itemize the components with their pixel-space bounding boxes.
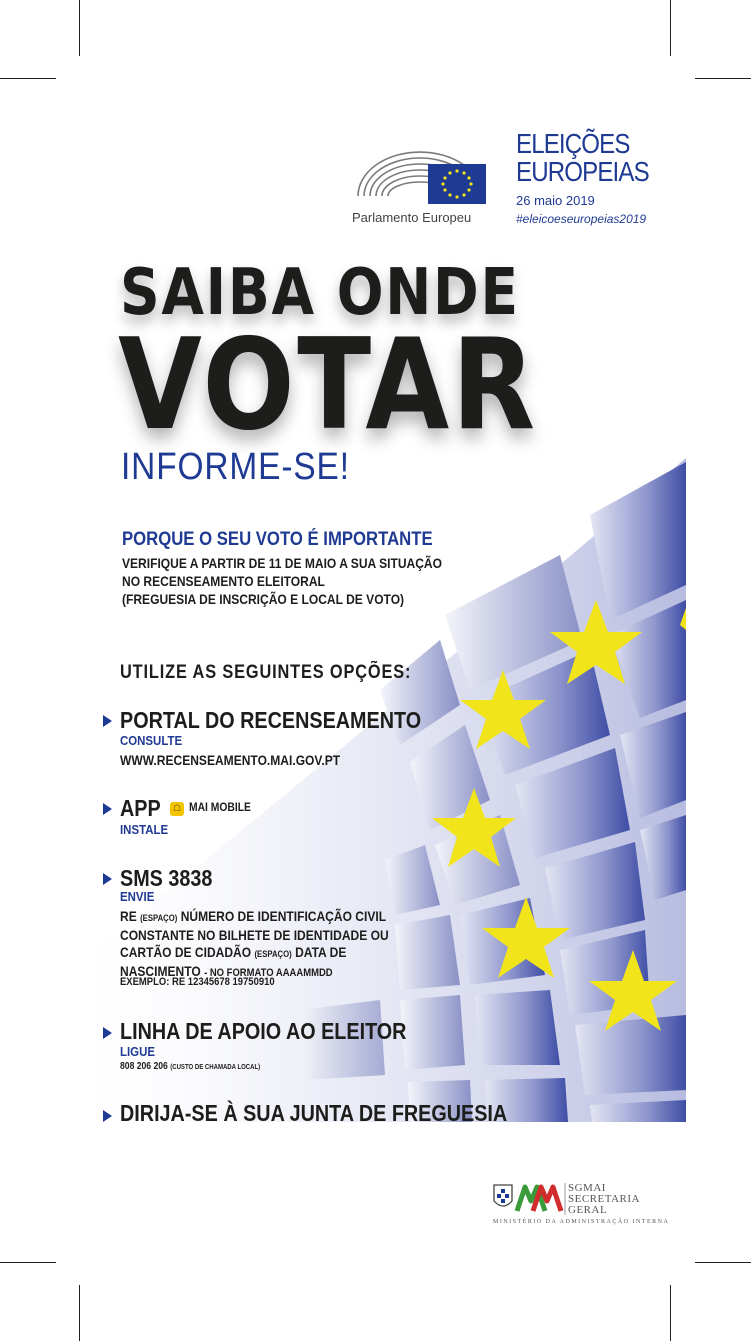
election-date: 26 maio 2019 <box>516 193 595 208</box>
election-title-line1: ELEIÇÕES <box>516 128 630 159</box>
sms-line1: NÚMERO DE IDENTIFICAÇÃO CIVIL <box>180 908 387 924</box>
option-junta-title: DIRIJA-SE À SUA JUNTA DE FREGUESIA <box>120 1100 508 1126</box>
sgmai-text <box>568 1183 640 1216</box>
linha-cost-note: (CUSTO DE CHAMADA LOCAL) <box>170 1064 261 1071</box>
ministry-label: MINISTÉRIO DA ADMINISTRAÇÃO INTERNA <box>493 1219 670 1225</box>
intro-title: PORQUE O SEU VOTO É IMPORTANTE <box>122 529 433 550</box>
option-app-action: INSTALE <box>120 822 169 837</box>
option-app-title: APP <box>120 795 161 821</box>
options-heading: UTILIZE AS SEGUINTES OPÇÕES: <box>120 662 412 683</box>
option-sms-title: SMS 3838 <box>120 865 213 891</box>
sms-line4a: NASCIMENTO <box>120 963 201 979</box>
arrow-right-icon <box>103 715 112 727</box>
arrow-right-icon <box>103 1110 112 1122</box>
linha-phone-number[interactable]: 808 206 206 <box>120 1061 168 1072</box>
option-linha-action: LIGUE <box>120 1044 155 1059</box>
option-portal-url[interactable]: WWW.RECENSEAMENTO.MAI.GOV.PT <box>120 752 341 768</box>
headline-saiba-onde: SAIBA ONDE <box>120 256 520 330</box>
arrow-right-icon <box>103 873 112 885</box>
intro-line2: NO RECENSEAMENTO ELEITORAL <box>122 573 325 589</box>
option-linha-number <box>120 1061 260 1072</box>
option-sms-example: EXEMPLO: RE 12345678 19750910 <box>120 976 275 988</box>
arrow-right-icon <box>103 1027 112 1039</box>
sms-espaco-2: (ESPAÇO) <box>254 949 292 959</box>
sgmai-line2: SECRETARIA <box>568 1193 640 1205</box>
option-portal-action: CONSULTE <box>120 733 183 748</box>
sms-espaco: (ESPAÇO) <box>140 913 178 923</box>
intro-line3: (FREGUESIA DE INSCRIÇÃO E LOCAL DE VOTO) <box>122 591 405 607</box>
sms-line3b: DATA DE <box>295 944 347 960</box>
sms-re: RE <box>120 908 137 924</box>
option-sms-instructions <box>120 908 389 982</box>
election-title-line2: EUROPEIAS <box>516 156 649 187</box>
headline-votar: VOTAR <box>118 311 538 458</box>
intro-text <box>122 554 442 608</box>
option-portal-title: PORTAL DO RECENSEAMENTO <box>120 707 422 733</box>
sgmai-line3: GERAL <box>568 1204 608 1216</box>
election-title <box>516 130 649 186</box>
mai-mobile-app-icon: ☖ <box>170 802 184 816</box>
intro-line1: VERIFIQUE A PARTIR DE 11 DE MAIO A SUA SITUAÇÃO <box>122 555 442 571</box>
sgmai-line1: SGMAI <box>568 1182 606 1194</box>
parliament-hemicycle-logo <box>350 138 490 210</box>
option-linha-title: LINHA DE APOIO AO ELEITOR <box>120 1018 407 1044</box>
headline-informe-se: INFORME-SE! <box>121 446 350 488</box>
sms-line3a: CARTÃO DE CIDADÃO <box>120 944 252 960</box>
sgmai-logo <box>491 1181 567 1217</box>
election-hashtag: #eleicoeseuropeias2019 <box>516 212 647 226</box>
arrow-right-icon <box>103 803 112 815</box>
parliament-label: Parlamento Europeu <box>352 210 472 225</box>
sms-line2: CONSTANTE NO BILHETE DE IDENTIDADE OU <box>120 927 389 943</box>
option-app-name: MAI MOBILE <box>189 800 251 814</box>
option-sms-action: ENVIE <box>120 889 155 904</box>
sms-line4b: - NO FORMATO AAAAMMDD <box>204 967 333 979</box>
